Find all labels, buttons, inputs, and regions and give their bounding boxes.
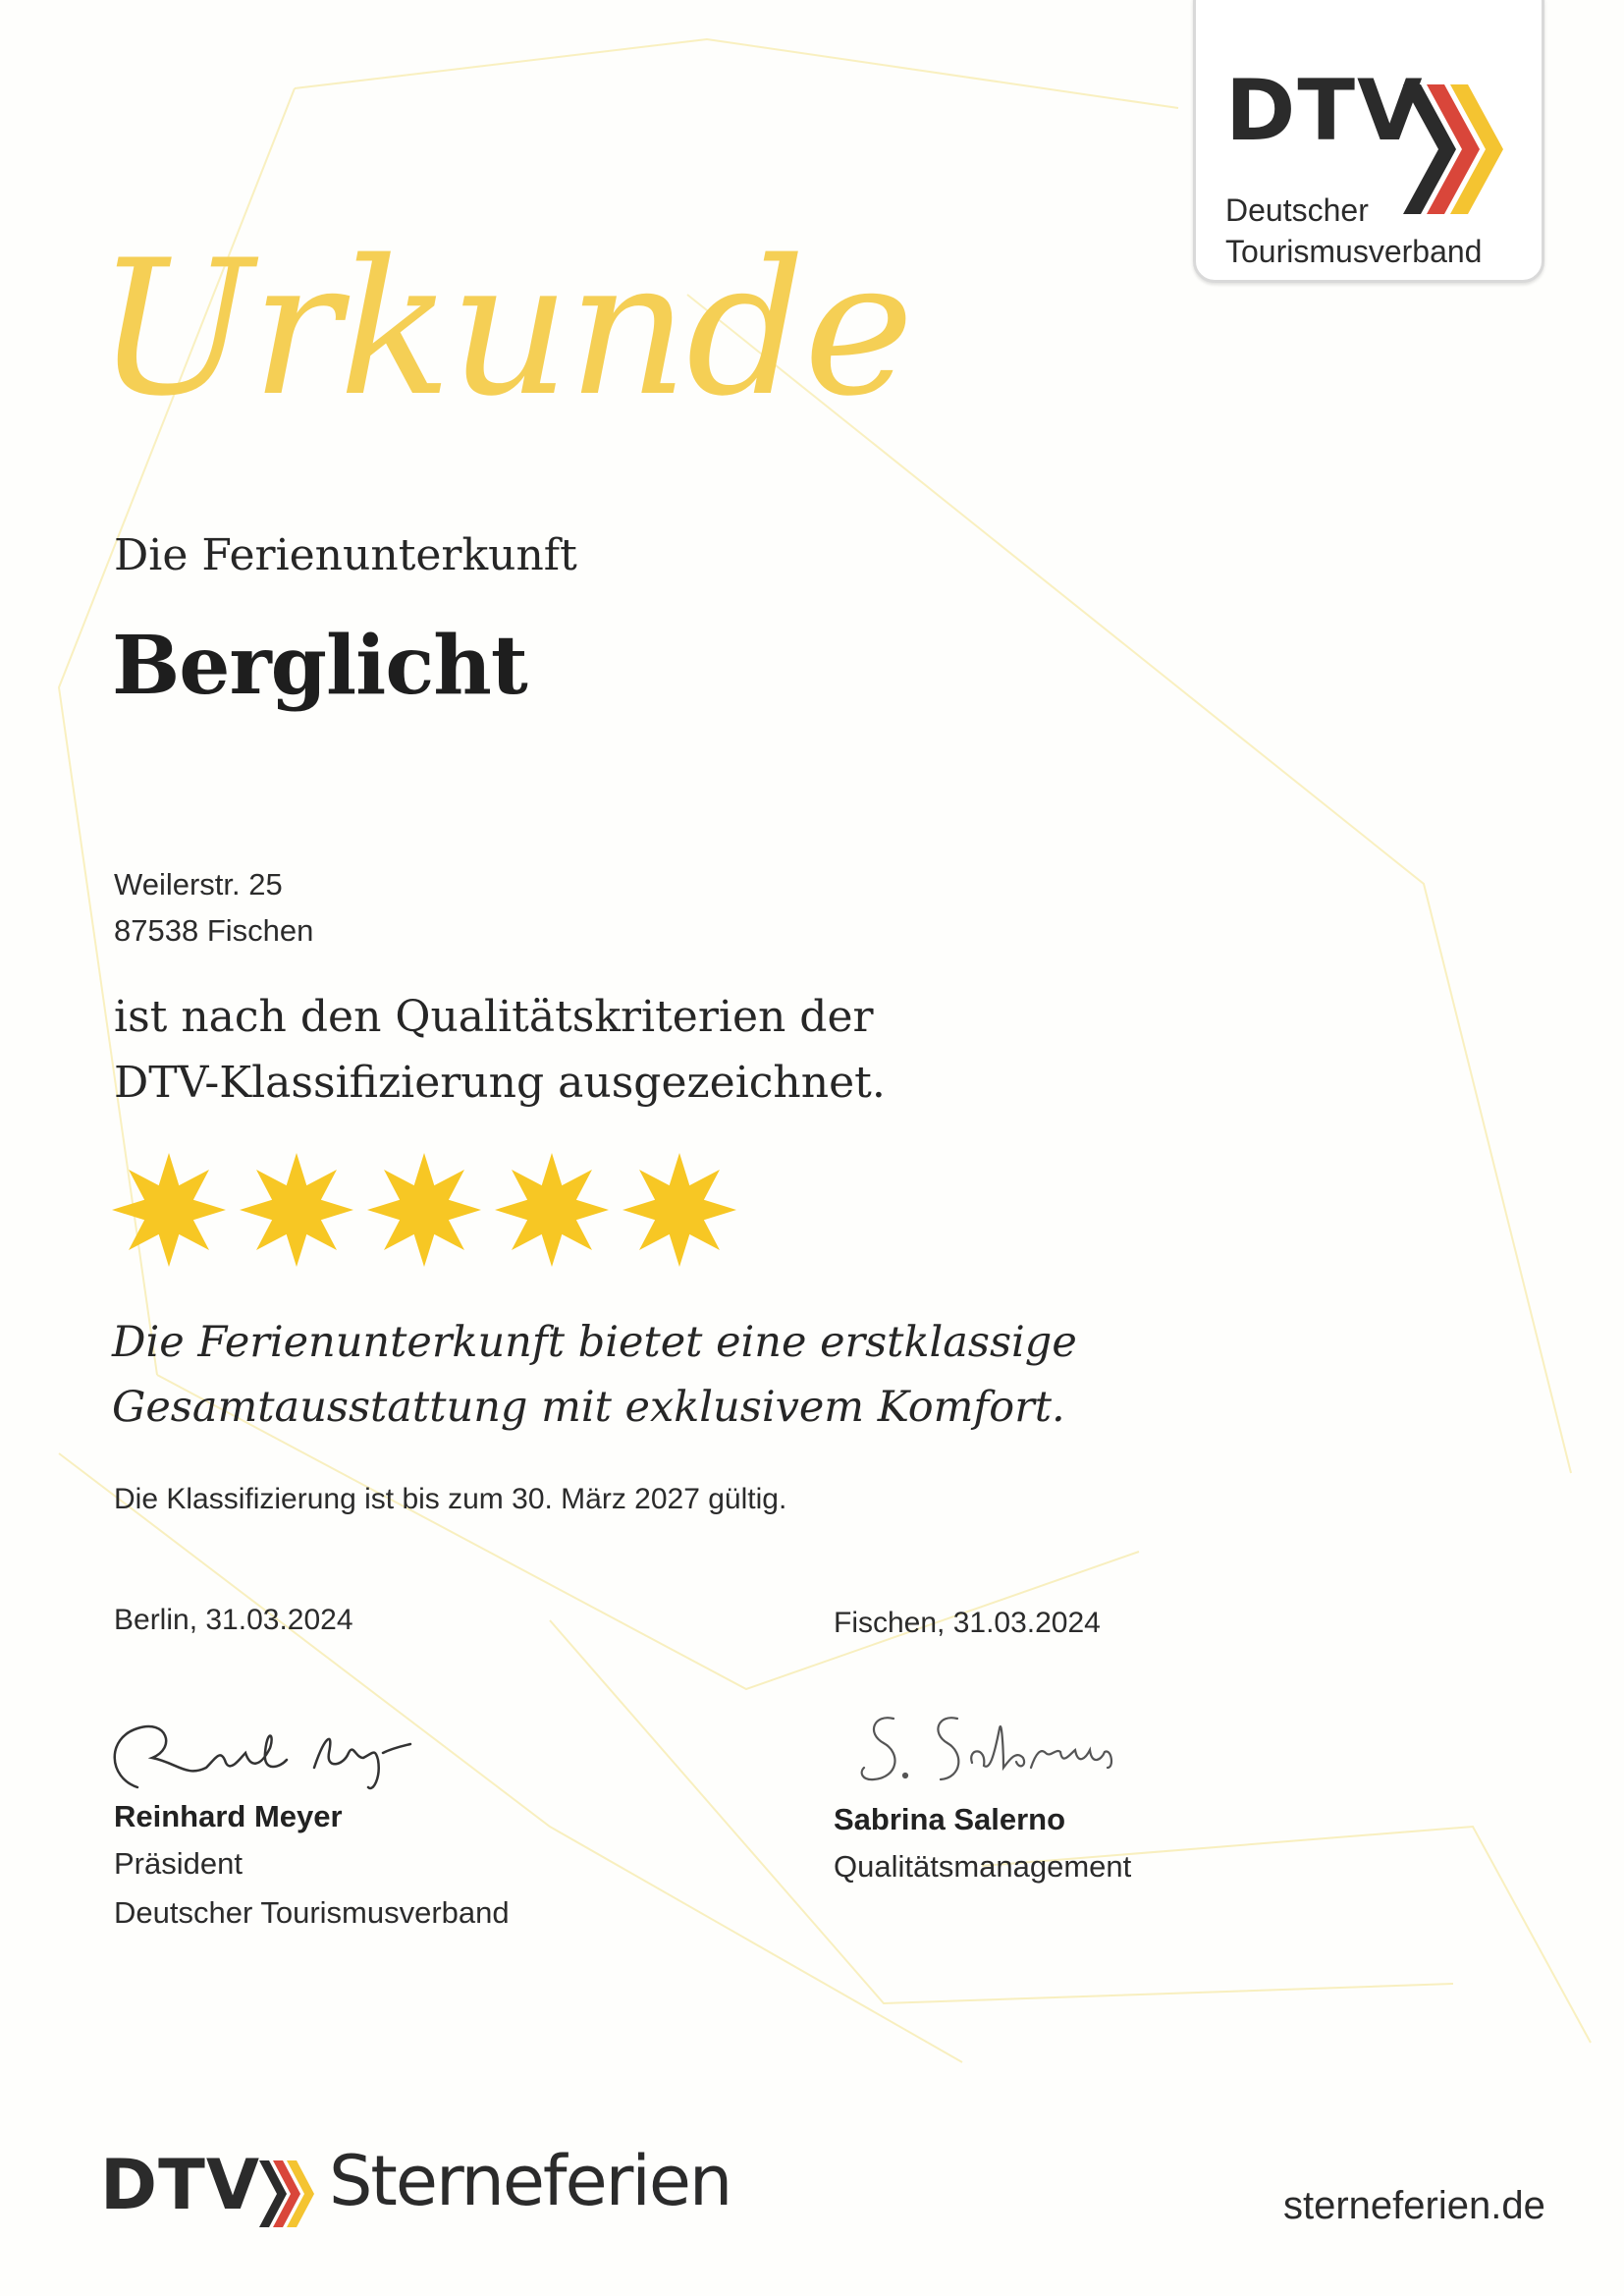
footer-website-link[interactable]: sterneferien.de [1283, 2184, 1545, 2227]
signature-right [844, 1689, 1198, 1797]
logo-abbreviation: DTV [1225, 62, 1425, 160]
star-rating [110, 1149, 748, 1277]
footer-brand: Sterneferien [329, 2141, 731, 2221]
address-city: 87538 Fischen [114, 913, 314, 948]
signatory-role-left: Präsident [114, 1846, 243, 1881]
validity-note: Die Klassifizierung ist bis zum 30. März 2027 gültig. [114, 1483, 787, 1515]
logo-line-2: Tourismusverband [1225, 234, 1483, 269]
signature-left [98, 1699, 452, 1807]
address-street: Weilerstr. 25 [114, 867, 283, 902]
intro-text: Die Ferienunterkunft [114, 530, 577, 580]
signatory-org-left: Deutscher Tourismusverband [114, 1895, 510, 1930]
footer-dtv-abbr: DTV [100, 2145, 261, 2225]
description-line-2: Gesamtausstattung mit exklusivem Komfort. [112, 1383, 1065, 1432]
logo-line-1: Deutscher [1225, 192, 1369, 228]
signatory-role-right: Qualitätsmanagement [834, 1849, 1132, 1884]
certificate-title: Urkunde [96, 220, 912, 437]
signatory-name-left: Reinhard Meyer [114, 1799, 343, 1833]
property-name: Berglicht [112, 619, 527, 713]
star-icon [240, 1153, 353, 1267]
footer-chevron-icon [257, 2155, 322, 2233]
criteria-line-2: DTV-Klassifizierung ausgezeichnet. [114, 1058, 886, 1108]
description-line-1: Die Ferienunterkunft bietet eine erstklassige [112, 1318, 1077, 1367]
criteria-line-1: ist nach den Qualitätskriterien der [114, 992, 874, 1042]
star-icon [623, 1153, 736, 1267]
signatory-name-right: Sabrina Salerno [834, 1802, 1066, 1836]
place-date-right: Fischen, 31.03.2024 [834, 1607, 1101, 1639]
star-icon [367, 1153, 481, 1267]
star-icon [112, 1153, 226, 1267]
star-icon [495, 1153, 609, 1267]
place-date-left: Berlin, 31.03.2024 [114, 1604, 353, 1636]
chevron-logo-icon [1399, 81, 1507, 218]
